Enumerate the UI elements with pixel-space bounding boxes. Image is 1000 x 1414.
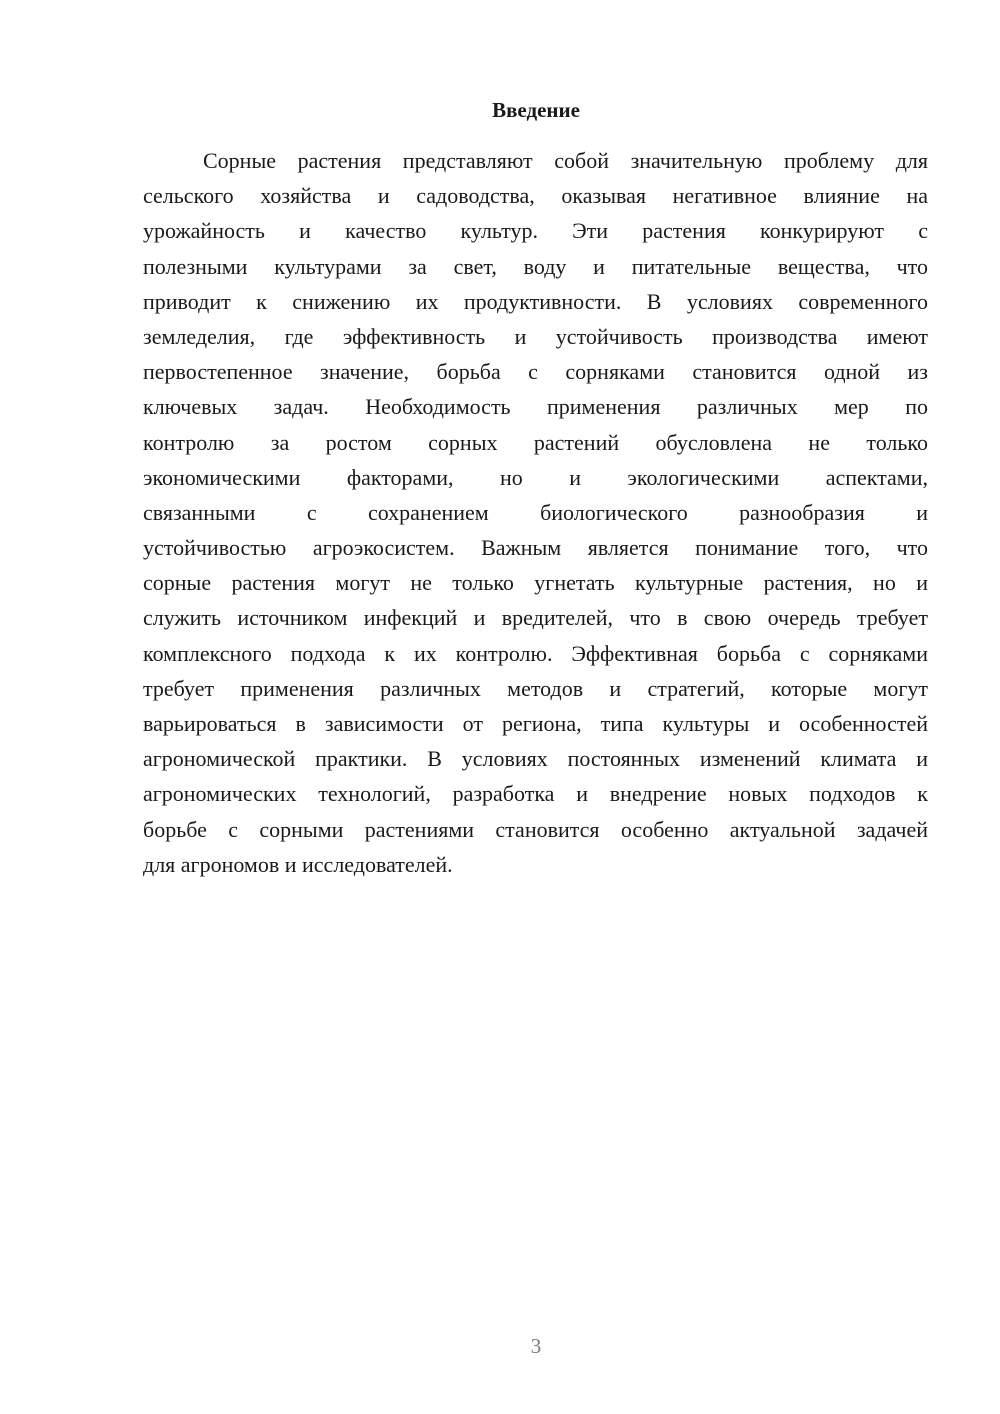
paragraph-line: Сорные растения представляют собой значительную проблему для bbox=[203, 148, 928, 173]
paragraph-line: сорные растения могут не только угнетать культурные растения, но и bbox=[143, 570, 928, 596]
intro-paragraph bbox=[143, 143, 928, 882]
paragraph-line: урожайность и качество культур. Эти растения конкурируют с bbox=[143, 218, 928, 244]
paragraph-line: агрономической практики. В условиях постоянных изменений климата и bbox=[143, 746, 928, 772]
paragraph-line: требует применения различных методов и стратегий, которые могут bbox=[143, 675, 928, 701]
section-heading: Введение bbox=[492, 98, 580, 122]
paragraph-line: агрономических технологий, разработка и внедрение новых подходов к bbox=[143, 781, 928, 807]
paragraph-line: комплексного подхода к их контролю. Эффективная борьба с сорняками bbox=[143, 640, 928, 666]
paragraph-line: полезными культурами за свет, воду и питательные вещества, что bbox=[143, 253, 928, 279]
paragraph-line: приводит к снижению их продуктивности. В условиях современного bbox=[143, 288, 928, 314]
page-number: 3 bbox=[530, 1334, 542, 1358]
paragraph-line: ключевых задач. Необходимость применения различных мер по bbox=[143, 394, 928, 420]
paragraph-line: устойчивостью агроэкосистем. Важным является понимание того, что bbox=[143, 535, 928, 561]
paragraph-line: связанными с сохранением биологического разнообразия и bbox=[143, 499, 928, 525]
paragraph-line: сельского хозяйства и садоводства, оказывая негативное влияние на bbox=[143, 183, 928, 209]
paragraph-line: варьироваться в зависимости от региона, типа культуры и особенностей bbox=[143, 711, 928, 736]
paragraph-line: первостепенное значение, борьба с сорняками становится одной из bbox=[143, 359, 928, 385]
paragraph-line: экономическими факторами, но и экологическими аспектами, bbox=[143, 464, 928, 490]
paragraph-line: служить источником инфекций и вредителей, что в свою очередь требует bbox=[143, 605, 928, 631]
paragraph-line: борьбе с сорными растениями становится особенно актуальной задачей bbox=[143, 816, 928, 842]
paragraph-line: контролю за ростом сорных растений обусловлена не только bbox=[143, 429, 928, 455]
paragraph-line: для агрономов и исследователей. bbox=[143, 851, 453, 877]
paragraph-line: земледелия, где эффективность и устойчивость производства имеют bbox=[143, 323, 928, 349]
